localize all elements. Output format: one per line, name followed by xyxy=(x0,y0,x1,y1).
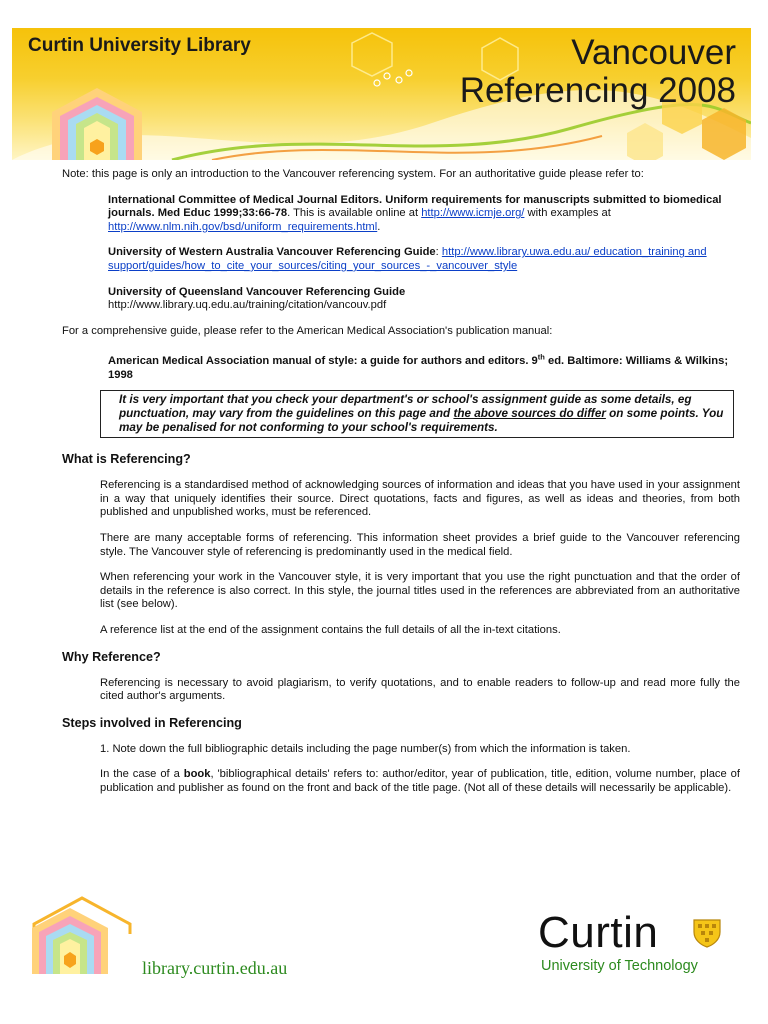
uq-url: http://www.library.uq.edu.au/training/citation/vancouv.pdf xyxy=(108,299,387,312)
steps-text: In the case of a xyxy=(100,768,184,781)
uwa-citation: University of Western Australia Vancouver Referencing Guide xyxy=(108,246,436,259)
uwa-link[interactable]: http://www.library.uwa.edu.au/ education_training and support/guides/how_to_cite_your_sources/citing_your_sources_-_vancouver_style xyxy=(108,246,707,272)
icmje-text-2: with examples at xyxy=(524,207,611,220)
icmje-citation: International Committee of Medical Journal Editors. Uniform requirements for manuscripts submitted to biomedical journals. Med Educ 1999;33:66-78 xyxy=(108,193,722,220)
warning-underlined: the above sources do differ xyxy=(453,407,606,421)
what-paragraph-1: Referencing is a standardised method of acknowledging sources of information and ideas that you have used in your assignment in a way that uniquely identifies their source. Direct quotations, facts and figures, as well as ideas and theories, from both published and unpublished works, must be referenced. xyxy=(100,479,740,519)
header-banner xyxy=(12,28,751,160)
title-line-1: Vancouver xyxy=(571,33,736,72)
reference-uq xyxy=(108,286,740,313)
what-paragraph-4: A reference list at the end of the assignment contains the full details of all the in-text citations. xyxy=(100,624,561,637)
book-term: book xyxy=(183,768,211,781)
heading-what-is-referencing: What is Referencing? xyxy=(62,452,191,467)
ama-citation-2: ed. Baltimore: Williams & Wilkins; 1998 xyxy=(108,355,729,381)
comprehensive-note: For a comprehensive guide, please refer to the American Medical Association's publication manual: xyxy=(62,324,553,337)
warning-text: It is very important that you check your department's or school's assignment guide as some details, eg punctuation, may vary from the guidelines on this page and xyxy=(119,393,692,421)
reference-icmje xyxy=(108,194,740,235)
reference-uwa xyxy=(108,246,740,273)
uwa-text: : xyxy=(435,246,442,259)
steps-paragraph-2 xyxy=(100,768,740,795)
uq-citation: University of Queensland Vancouver Referencing Guide xyxy=(108,285,406,298)
title-line-2: Referencing 2008 xyxy=(459,71,736,110)
document-title xyxy=(460,34,736,110)
steps-paragraph-1: 1. Note down the full bibliographic details including the page number(s) from which the information is taken. xyxy=(100,742,631,755)
library-logo xyxy=(32,894,132,974)
intro-note: Note: this page is only an introduction to the Vancouver referencing system. For an authoritative guide please refer to: xyxy=(62,168,644,180)
icmje-text-3: . xyxy=(377,220,381,233)
warning-text-2: on some points. You may be penalised for not conforming to your school's requirements. xyxy=(119,407,724,435)
curtin-subtitle: University of Technology xyxy=(541,958,698,974)
library-url[interactable]: library.curtin.edu.au xyxy=(142,958,288,978)
what-paragraph-3: When referencing your work in the Vancouver style, it is very important that you use the right punctuation and that the order of details in the reference is also correct. In this style, the journal titles used in the references are abbreviated from an authoritative list (see below). xyxy=(100,571,740,611)
what-paragraph-2: There are many acceptable forms of referencing. This information sheet provides a brief guide to the Vancouver referencing style. The Vancouver style of referencing is predominantly used in the medical field. xyxy=(100,532,740,558)
curtin-crest-icon xyxy=(692,918,722,948)
curtin-brand: Curtin xyxy=(538,908,659,957)
heading-steps: Steps involved in Referencing xyxy=(62,715,242,730)
ama-citation: American Medical Association manual of style: a guide for authors and editors. 9 xyxy=(108,355,538,368)
why-paragraph-1: Referencing is necessary to avoid plagiarism, to verify quotations, and to enable readers to follow-up and read more fully the cited author's arguments. xyxy=(100,676,740,703)
document-body xyxy=(62,168,740,808)
icmje-text: . This is available online at xyxy=(287,207,422,220)
library-name: Curtin University Library xyxy=(28,35,251,56)
ama-edition-sup: th xyxy=(537,352,545,362)
reference-ama xyxy=(108,350,740,382)
heading-why-reference: Why Reference? xyxy=(62,649,161,664)
steps-text-2: , 'bibliographical details' refers to: author/editor, year of publication, title, edition, volume number, place of publication and publisher as found on the front and back of the title page. (Not all of these details will necessarily be applicable). xyxy=(100,768,740,794)
nlm-link[interactable]: http://www.nlm.nih.gov/bsd/uniform_requirements.html xyxy=(108,220,378,233)
warning-box xyxy=(100,390,734,438)
icmje-link[interactable]: http://www.icmje.org/ xyxy=(421,207,525,220)
